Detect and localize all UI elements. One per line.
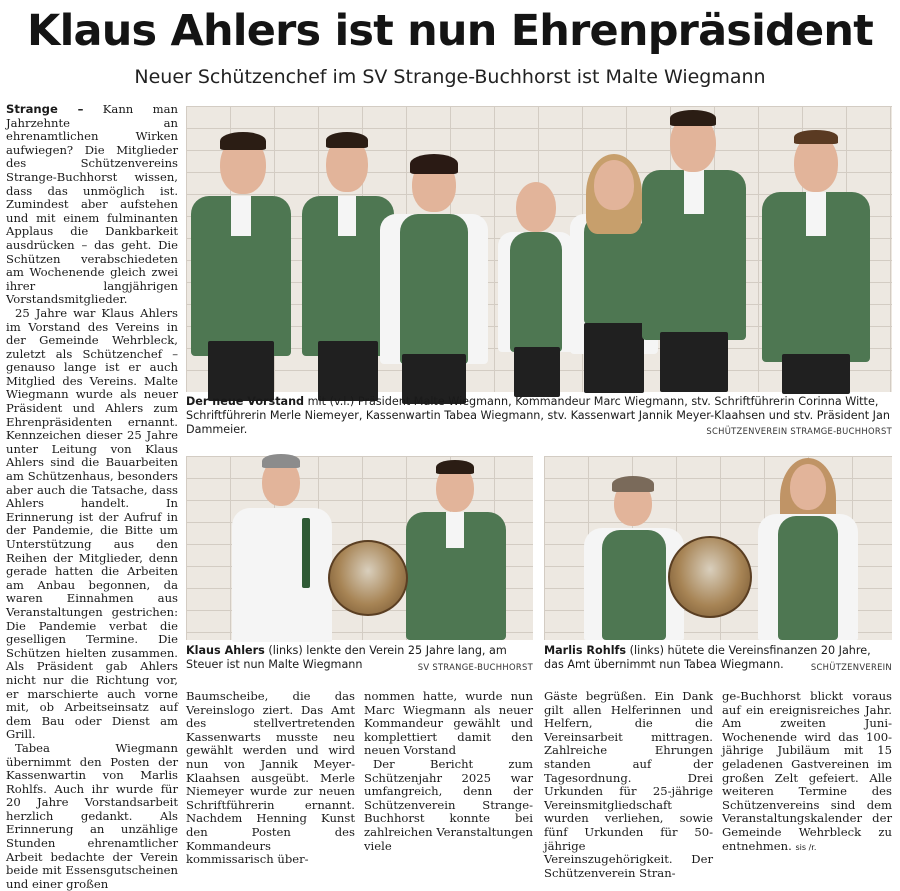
person-4: [496, 182, 576, 402]
dateline: Strange –: [6, 102, 84, 116]
photo-right-credit: SCHÜTZENVEREIN: [810, 662, 892, 672]
author-initials: sis /r.: [795, 842, 817, 852]
photo-marlis-rohlfs: [544, 456, 892, 640]
column-4-text: Gäste begrüßen. Ein Dank gilt allen Helferinnen und Helfern, die die Vereinsarbeit mittragen. Zahlreiche Ehrungen standen auf der Tagesordnung. Drei Urkunden für 25-jährige Vereinsmitgliedschaft wurden verliehen, sowie fünf Urkunden für 50-jährige Vereinszugehörigkeit. Der Schützenverein Stran-: [544, 689, 713, 880]
article-column-5: [722, 689, 892, 853]
subheadline: Neuer Schützenchef im SV Strange-Buchhorst ist Malte Wiegmann: [134, 66, 766, 88]
person-7: [756, 132, 876, 392]
column-5-text: ge-Buchhorst blickt voraus auf ein ereignisreiches Jahr. Am zweiten Juni-Wochenende wird das 100-jährige Jubiläum mit 15 geladenen Gastvereinen im großen Zelt gefeiert. Alle weiteren Termine des Schützenvereins sind dem Veranstaltungskalender der Gemeinde Wehrbleck zu entnehmen.: [722, 689, 892, 853]
gift-basket: [328, 540, 408, 616]
photo-right-caption-lead: Marlis Rohlfs: [544, 644, 627, 657]
headline: Klaus Ahlers ist nun Ehrenpräsident: [27, 6, 873, 56]
photo-left-caption-lead: Klaus Ahlers: [186, 644, 265, 657]
photo-left-caption-text: (links) lenkte den Verein 25 Jahre lang, am Steuer ist nun Malte Wiegmann: [186, 644, 507, 671]
gift-basket: [668, 536, 752, 618]
person-6: [636, 110, 752, 392]
photo-right-caption-text: (links) hütete die Vereinsfinanzen 20 Jahre, das Amt übernimmt nun Tabea Wiegmann.: [544, 644, 871, 671]
article-column-2: [186, 689, 355, 867]
paragraph-2: 25 Jahre war Klaus Ahlers im Vorstand des Vereins in der Gemeinde Wehrbleck, zuletzt als Schützenchef – genauso lange ist er auch Mitglied des Vereins. Malte Wiegmann wurde als neuer Präsident und Ahlers zum Ehrenpräsidenten ernannt. Kennzeichen dieser 25 Jahre unter Leitung von Klaus Ahlers sind die Bauarbeiten am Schützenhaus, besonders aber auch die Tatsache, dass Ahlers handelt. In Erinnerung ist der Aufruf in der Pandemie, die Bitte um Unterstützung aus den Reihen der Mitglieder, denn gerade hatten die Arbeiten am Anbau begonnen, da waren Einnahmen aus Veranstaltungen gestrichen: Die Pandemie verbat die geselligen Termine. Die Schützen hielten zusammen. Als Präsident gab Ahlers nicht nur die Richtung vor, er marschierte auch vorne mit, ob Arbeitseinsatz auf dem Bau oder Dienst am Grill.: [6, 305, 178, 742]
photo-left-credit: SV STRANGE-BUCHHORST: [417, 662, 533, 672]
person-marlis-rohlfs: [584, 480, 684, 640]
article-column-3: [364, 689, 533, 853]
photo-main-credit: SCHÜTZENVEREIN STRAMGE-BUCHHORST: [706, 426, 892, 436]
person-1: [186, 136, 296, 392]
person-tabea-wiegmann: [758, 460, 858, 640]
paragraph-1: Kann man Jahrzehnte an ehrenamtlichen Wirken aufwiegen? Die Mitglieder des Schützenvereins Strange-Buchhorst wissen, dass das unmöglich ist. Zumindest aber aufstehen und mit einem fulminanten Applaus die Dankbarkeit ausdrücken – das geht. Die Schützen verabschiedeten am Wochenende gleich zwei ihrer langjährigen Vorstandsmitglieder.: [6, 102, 178, 307]
person-malte-wiegmann: [406, 464, 506, 640]
paragraph-3: Tabea Wiegmann übernimmt den Posten der Kassenwartin von Marlis Rohlfs. Auch ihr wurde für 20 Jahre Vorstandsarbeit herzlich gedankt. Als Erinnerung an unzählige Stunden ehrenamtlicher Arbeit bedachte der Verein beide mit Essensgutscheinen und einer großen: [6, 740, 178, 891]
photo-main-caption-lead: Der neue Vorstand: [186, 395, 305, 408]
article-column-1: [6, 102, 178, 891]
photo-main-caption-text: mit (v.l.) Präsident Malte Wiegmann, Kommandeur Marc Wiegmann, stv. Schriftführerin Corinna Witte, Schriftführerin Merle Niemeyer, Kassenwartin Tabea Wiegmann, stv. Kassenwart Jannik Meyer-Klaahsen und stv. Präsident Jan Dammeier.: [186, 395, 890, 436]
column-3-paragraph-1: nommen hatte, wurde nun Marc Wiegmann als neuer Kommandeur gewählt und komplettiert damit den neuen Vorstand: [364, 689, 533, 758]
article-column-4: [544, 689, 713, 880]
photo-board-group: [186, 106, 892, 392]
column-3-paragraph-2: Der Bericht zum Schützenjahr 2025 war umfangreich, denn der Schützenverein Strange-Buchhorst konnte bei zahlreichen Veranstaltungen viele: [364, 756, 533, 853]
photo-klaus-ahlers: [186, 456, 533, 640]
person-klaus-ahlers: [232, 458, 332, 642]
person-3: [374, 158, 494, 398]
column-2-text: Baumscheibe, die das Vereinslogo ziert. Das Amt des stellvertretenden Kassenwarts musste neu gewählt werden und wird nun von Jannik Meyer-Klaahsen ausgeübt. Merle Niemeyer wurde zur neuen Schriftführerin ernannt. Nachdem Henning Kunst den Posten des Kommandeurs kommissarisch über-: [186, 689, 355, 867]
